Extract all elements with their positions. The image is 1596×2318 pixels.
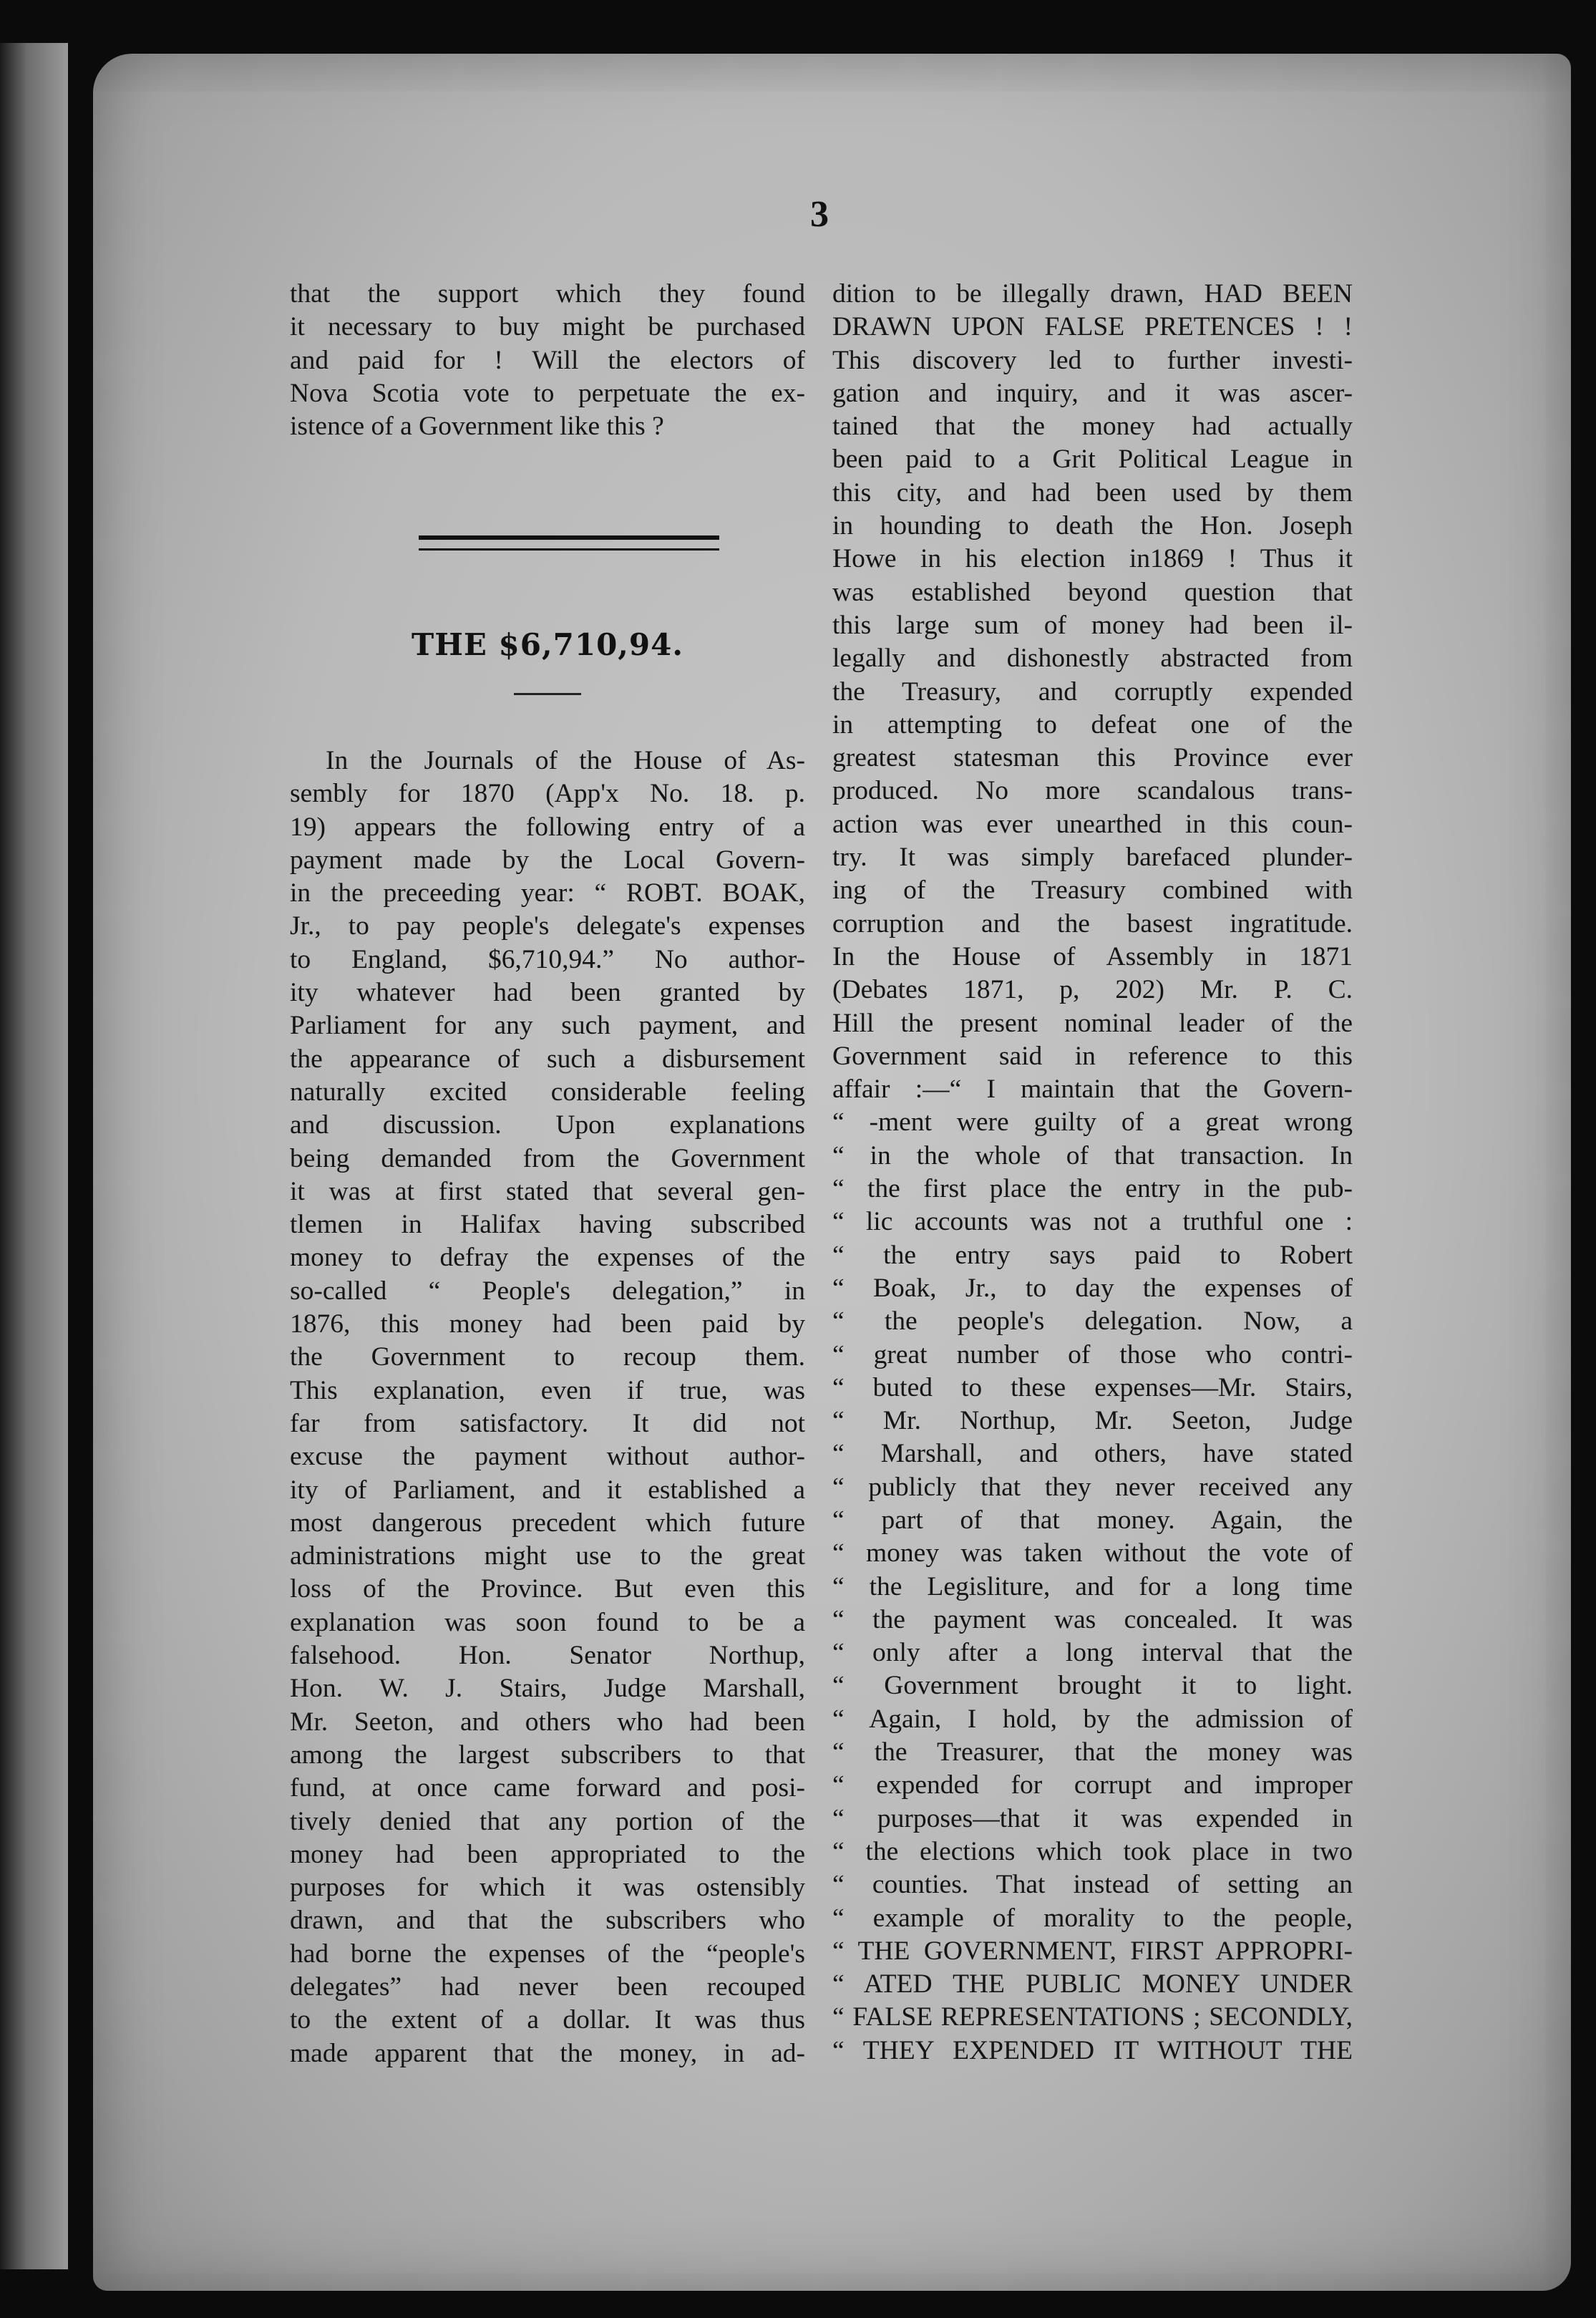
text-line: try. It was simply barefaced plunder-: [832, 843, 1353, 873]
page-number: 3: [810, 194, 829, 235]
text-line: Government said in reference to this: [832, 1041, 1353, 1071]
text-line: in attempting to defeat one of the: [832, 709, 1353, 739]
text-line: explanation was soon found to be a: [290, 1607, 805, 1637]
text-line: “ buted to these expenses—Mr. Stairs,: [832, 1372, 1353, 1402]
text-line: “ the entry says paid to Robert: [832, 1240, 1353, 1270]
text-line: made apparent that the money, in ad-: [290, 2038, 805, 2068]
text-line: it was at first stated that several gen-: [290, 1176, 805, 1206]
text-line: legally and dishonestly abstracted from: [832, 644, 1353, 674]
text-line: “ expended for corrupt and improper: [832, 1770, 1353, 1800]
text-line: “ ATED THE PUBLIC MONEY UNDER: [832, 1969, 1353, 1999]
text-line: that the support which they found: [290, 279, 805, 309]
text-line: naturally excited considerable feeling: [290, 1077, 805, 1107]
text-line: in hounding to death the Hon. Joseph: [832, 511, 1353, 541]
text-line: In the Journals of the House of As-: [326, 746, 805, 775]
right-column: [832, 278, 1353, 2067]
text-line: “ Mr. Northup, Mr. Seeton, Judge: [832, 1406, 1353, 1436]
text-line: the Treasury, and corruptly expended: [832, 677, 1353, 707]
text-line: tively denied that any portion of the: [290, 1806, 805, 1836]
text-line: Hon. W. J. Stairs, Judge Marshall,: [290, 1674, 805, 1704]
text-line: This explanation, even if true, was: [290, 1375, 805, 1405]
text-line: sembly for 1870 (App'x No. 18. p.: [290, 779, 805, 809]
text-line: administrations might use to the great: [290, 1541, 805, 1571]
text-line: “ the people's delegation. Now, a: [832, 1306, 1353, 1337]
text-line: Parliament for any such payment, and: [290, 1011, 805, 1041]
text-line: “ Government brought it to light.: [832, 1671, 1353, 1701]
text-line: produced. No more scandalous trans-: [832, 776, 1353, 806]
text-line: most dangerous precedent which future: [290, 1508, 805, 1538]
text-line: loss of the Province. But even this: [290, 1574, 805, 1604]
text-line: DRAWN UPON FALSE PRETENCES ! !: [832, 312, 1353, 342]
adjacent-page-edge: [0, 43, 68, 2269]
text-line: ing of the Treasury combined with: [832, 876, 1353, 906]
text-line: money had been appropriated to the: [290, 1839, 805, 1869]
text-line: so-called “ People's delegation,” in: [290, 1276, 805, 1306]
text-line: dition to be illegally drawn, HAD BEEN: [832, 279, 1353, 309]
text-line: “ the payment was concealed. It was: [832, 1604, 1353, 1634]
text-line: 19) appears the following entry of a: [290, 812, 805, 842]
text-line: drawn, and that the subscribers who: [290, 1906, 805, 1936]
text-line: purposes for which it was ostensibly: [290, 1873, 805, 1903]
text-line: “ purposes—that it was expended in: [832, 1803, 1353, 1833]
text-line: been paid to a Grit Political League in: [832, 445, 1353, 475]
text-line: Jr., to pay people's delegate's expenses: [290, 911, 805, 941]
text-line: Howe in his election in1869 ! Thus it: [832, 544, 1353, 574]
text-line: and paid for ! Will the electors of: [290, 345, 805, 375]
text-line: “ the elections which took place in two: [832, 1836, 1353, 1866]
text-line: (Debates 1871, p, 202) Mr. P. C.: [832, 975, 1353, 1005]
text-line: “ in the whole of that transaction. In: [832, 1140, 1353, 1170]
text-line: gation and inquiry, and it was ascer-: [832, 378, 1353, 408]
text-line: and discussion. Upon explanations: [290, 1110, 805, 1140]
text-line: this large sum of money had been il-: [832, 610, 1353, 640]
text-line: action was ever unearthed in this coun-: [832, 809, 1353, 839]
text-line: “ great number of those who contri-: [832, 1339, 1353, 1369]
double-rule-divider: [419, 535, 719, 551]
text-line: affair :—“ I maintain that the Govern-: [832, 1075, 1353, 1105]
left-column: [290, 278, 805, 443]
short-rule-divider: [514, 693, 581, 695]
text-line: falsehood. Hon. Senator Northup,: [290, 1641, 805, 1671]
text-line: “ publicly that they never received any: [832, 1472, 1353, 1502]
text-line: ity of Parliament, and it established a: [290, 1475, 805, 1505]
text-line: among the largest subscribers to that: [290, 1740, 805, 1770]
text-line: in the preceeding year: “ ROBT. BOAK,: [290, 878, 805, 908]
section-heading: THE $6,710,94.: [411, 627, 683, 662]
text-line: “ THE GOVERNMENT, FIRST APPROPRI-: [832, 1936, 1353, 1966]
left-column-body: [290, 745, 805, 2070]
text-line: “ -ment were guilty of a great wrong: [832, 1107, 1353, 1138]
text-line: “ THEY EXPENDED IT WITHOUT THE: [832, 2035, 1353, 2065]
text-line: “ part of that money. Again, the: [832, 1505, 1353, 1535]
text-line: Mr. Seeton, and others who had been: [290, 1707, 805, 1737]
text-line: payment made by the Local Govern-: [290, 845, 805, 875]
text-line: “ the Treasurer, that the money was: [832, 1737, 1353, 1767]
text-line: This discovery led to further investi-: [832, 345, 1353, 375]
text-line: to England, $6,710,94.” No author-: [290, 944, 805, 974]
text-line: corruption and the basest ingratitude.: [832, 908, 1353, 939]
text-line: fund, at once came forward and posi-: [290, 1773, 805, 1803]
text-line: “ money was taken without the vote of: [832, 1538, 1353, 1568]
text-line: “ lic accounts was not a truthful one :: [832, 1207, 1353, 1237]
text-line: this city, and had been used by them: [832, 477, 1353, 508]
text-line: Nova Scotia vote to perpetuate the ex-: [290, 378, 805, 408]
text-line: 1876, this money had been paid by: [290, 1309, 805, 1339]
text-line: being demanded from the Government: [290, 1143, 805, 1173]
text-line: “ the Legisliture, and for a long time: [832, 1571, 1353, 1601]
text-line: “ only after a long interval that the: [832, 1638, 1353, 1668]
text-line: “ Again, I hold, by the admission of: [832, 1704, 1353, 1734]
text-line: Hill the present nominal leader of the: [832, 1008, 1353, 1038]
text-line: “ Marshall, and others, have stated: [832, 1439, 1353, 1469]
text-line: “ Boak, Jr., to day the expenses of: [832, 1273, 1353, 1303]
text-line: the Government to recoup them.: [290, 1342, 805, 1372]
text-line: it necessary to buy might be purchased: [290, 312, 805, 342]
text-line: ity whatever had been granted by: [290, 978, 805, 1008]
text-line: was established beyond question that: [832, 577, 1353, 607]
text-line: delegates” had never been recouped: [290, 1972, 805, 2002]
text-line: greatest statesman this Province ever: [832, 743, 1353, 773]
text-line: tained that the money had actually: [832, 412, 1353, 442]
text-line: tlemen in Halifax having subscribed: [290, 1210, 805, 1240]
text-line: money to defray the expenses of the: [290, 1243, 805, 1273]
text-line: excuse the payment without author-: [290, 1442, 805, 1472]
text-line: to the extent of a dollar. It was thus: [290, 2005, 805, 2035]
text-line: had borne the expenses of the “people's: [290, 1939, 805, 1969]
text-line: the appearance of such a disbursement: [290, 1044, 805, 1074]
text-line: In the House of Assembly in 1871: [832, 941, 1353, 971]
text-line: “ example of morality to the people,: [832, 1903, 1353, 1933]
text-line: istence of a Government like this ?: [290, 412, 664, 442]
text-line: “ the first place the entry in the pub-: [832, 1174, 1353, 1204]
text-line: far from satisfactory. It did not: [290, 1408, 805, 1438]
text-line: “ counties. That instead of setting an: [832, 1870, 1353, 1900]
text-line: “ FALSE REPRESENTATIONS ; SECONDLY,: [832, 2002, 1353, 2032]
